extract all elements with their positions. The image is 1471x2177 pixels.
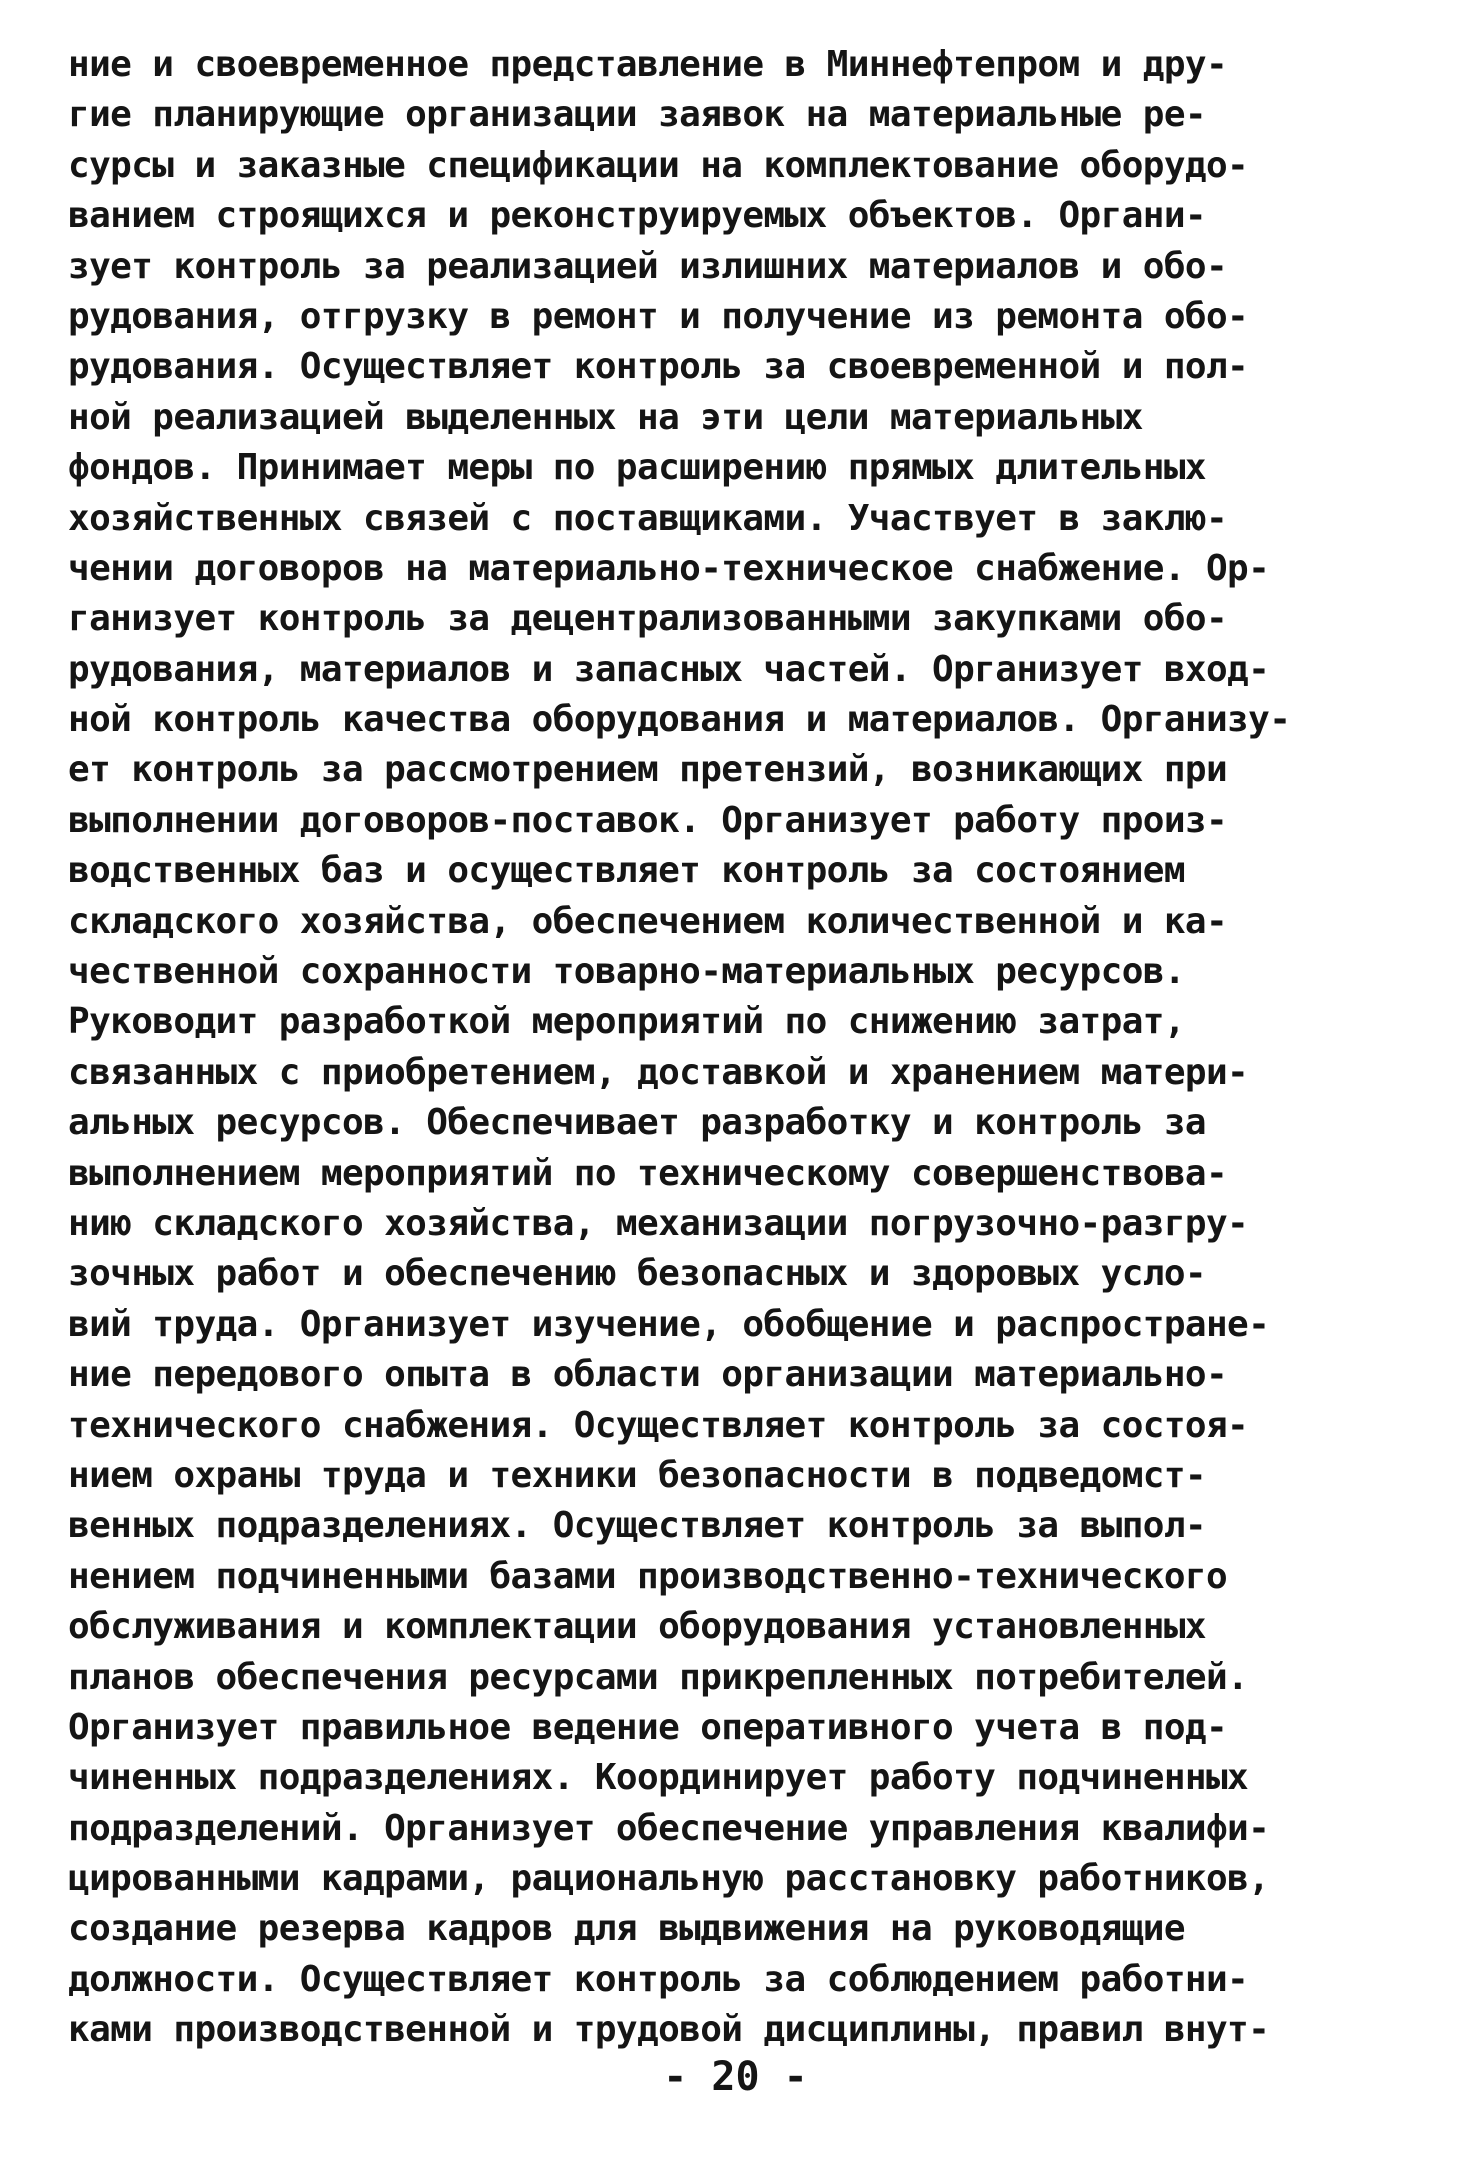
text-line: выполнением мероприятий по техническому совершенствова-: [68, 1152, 1228, 1194]
text-line: ванием строящихся и реконструируемых объектов. Органи-: [68, 195, 1206, 237]
text-line: ками производственной и трудовой дисциплины, правил внут-: [68, 2009, 1270, 2051]
text-line: чении договоров на материально-техническое снабжение. Ор-: [68, 547, 1270, 589]
text-line: альных ресурсов. Обеспечивает разработку и контроль за: [68, 1102, 1206, 1144]
text-line: фондов. Принимает меры по расширению прямых длительных: [68, 447, 1206, 489]
text-line: технического снабжения. Осуществляет контроль за состоя-: [68, 1404, 1249, 1446]
text-line: создание резерва кадров для выдвижения на руководящие: [68, 1908, 1185, 1950]
text-line: ние передового опыта в области организации материально-: [68, 1354, 1228, 1396]
text-line: зует контроль за реализацией излишних материалов и обо-: [68, 245, 1228, 287]
text-line: рудования. Осуществляет контроль за своевременной и пол-: [68, 346, 1249, 388]
text-line: ной реализацией выделенных на эти цели материальных: [68, 396, 1143, 438]
text-line: подразделений. Организует обеспечение управления квалифи-: [68, 1807, 1270, 1849]
text-line: хозяйственных связей с поставщиками. Участвует в заклю-: [68, 497, 1228, 539]
text-line: цированными кадрами, рациональную расстановку работников,: [68, 1858, 1270, 1900]
text-line: ганизует контроль за децентрализованными закупками обо-: [68, 598, 1228, 640]
text-line: планов обеспечения ресурсами прикрепленных потребителей.: [68, 1656, 1249, 1698]
text-line: водственных баз и осуществляет контроль за состоянием: [68, 850, 1185, 892]
text-line: сурсы и заказные спецификации на комплектование оборудо-: [68, 144, 1249, 186]
text-line: зочных работ и обеспечению безопасных и здоровых усло-: [68, 1253, 1206, 1295]
body-text: [68, 40, 1428, 2056]
text-line: рудования, материалов и запасных частей. Организует вход-: [68, 648, 1270, 690]
text-line: ной контроль качества оборудования и материалов. Организу-: [68, 699, 1291, 741]
page-number: - 20 -: [663, 2054, 808, 2100]
text-line: вий труда. Организует изучение, обобщение и распростране-: [68, 1303, 1270, 1345]
text-line: связанных с приобретением, доставкой и хранением матери-: [68, 1051, 1249, 1093]
text-line: должности. Осуществляет контроль за соблюдением работни-: [68, 1958, 1249, 2000]
text-line: Руководит разработкой мероприятий по снижению затрат,: [68, 1001, 1185, 1043]
text-line: складского хозяйства, обеспечением количественной и ка-: [68, 900, 1228, 942]
text-line: чественной сохранности товарно-материальных ресурсов.: [68, 951, 1185, 993]
text-line: нию складского хозяйства, механизации погрузочно-разгру-: [68, 1202, 1249, 1244]
text-line: гие планирующие организации заявок на материальные ре-: [68, 94, 1206, 136]
text-line: ние и своевременное представление в Миннефтепром и дру-: [68, 44, 1228, 85]
text-line: выполнении договоров-поставок. Организует работу произ-: [68, 799, 1228, 841]
text-line: нением подчиненными базами производственно-технического: [68, 1555, 1228, 1597]
text-line: Организует правильное ведение оперативного учета в под-: [68, 1706, 1228, 1748]
text-line: венных подразделениях. Осуществляет контроль за выпол-: [68, 1505, 1206, 1547]
text-line: чиненных подразделениях. Координирует работу подчиненных: [68, 1757, 1249, 1799]
text-line: нием охраны труда и техники безопасности в подведомст-: [68, 1454, 1206, 1496]
text-line: ет контроль за рассмотрением претензий, возникающих при: [68, 749, 1228, 791]
text-line: рудования, отгрузку в ремонт и получение из ремонта обо-: [68, 295, 1249, 337]
text-line: обслуживания и комплектации оборудования установленных: [68, 1606, 1206, 1648]
